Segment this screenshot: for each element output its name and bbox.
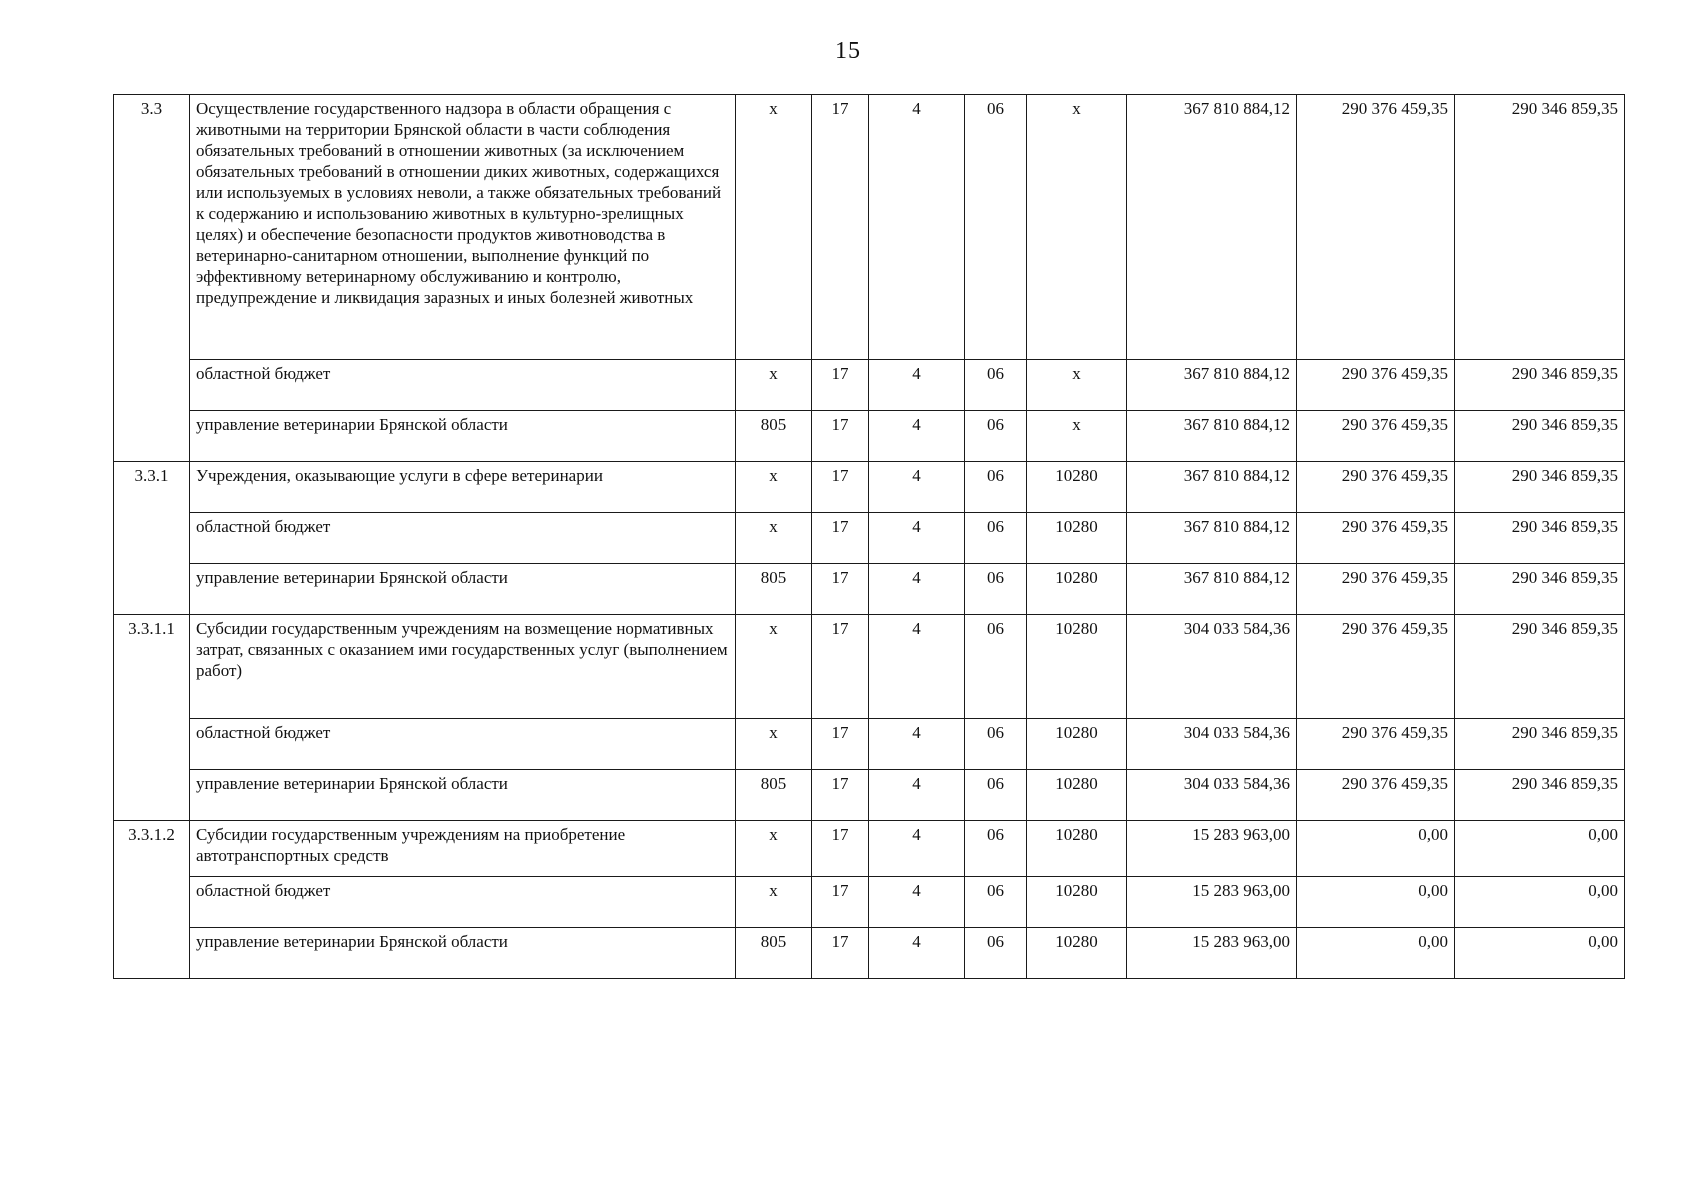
- amount-year3-cell: 0,00: [1455, 821, 1625, 877]
- amount-year2-cell: 290 376 459,35: [1297, 615, 1455, 719]
- table-row: [114, 564, 1625, 615]
- description-cell: управление ветеринарии Брянской области: [190, 564, 736, 615]
- amount-year1-cell: 367 810 884,12: [1127, 360, 1297, 411]
- program-cell: 17: [812, 462, 869, 513]
- table-row: [114, 821, 1625, 877]
- description-cell: управление ветеринарии Брянской области: [190, 411, 736, 462]
- amount-year3-cell: 290 346 859,35: [1455, 513, 1625, 564]
- grbs-cell: х: [736, 360, 812, 411]
- description-cell: областной бюджет: [190, 360, 736, 411]
- subprogram-cell: 4: [869, 411, 965, 462]
- grbs-cell: х: [736, 95, 812, 360]
- program-cell: 17: [812, 513, 869, 564]
- subprogram-cell: 4: [869, 462, 965, 513]
- direction-code-cell: 10280: [1027, 462, 1127, 513]
- item-number-cell: 3.3.1.2: [114, 821, 190, 979]
- subprogram-cell: 4: [869, 513, 965, 564]
- direction-code-cell: 10280: [1027, 928, 1127, 979]
- program-cell: 17: [812, 821, 869, 877]
- amount-year3-cell: 290 346 859,35: [1455, 615, 1625, 719]
- main-event-cell: 06: [965, 411, 1027, 462]
- table-row: [114, 615, 1625, 719]
- main-event-cell: 06: [965, 462, 1027, 513]
- subprogram-cell: 4: [869, 564, 965, 615]
- program-cell: 17: [812, 770, 869, 821]
- direction-code-cell: 10280: [1027, 615, 1127, 719]
- grbs-cell: 805: [736, 564, 812, 615]
- subprogram-cell: 4: [869, 719, 965, 770]
- amount-year3-cell: 290 346 859,35: [1455, 360, 1625, 411]
- main-event-cell: 06: [965, 360, 1027, 411]
- program-cell: 17: [812, 719, 869, 770]
- amount-year2-cell: 0,00: [1297, 928, 1455, 979]
- amount-year1-cell: 367 810 884,12: [1127, 513, 1297, 564]
- program-cell: 17: [812, 877, 869, 928]
- amount-year1-cell: 304 033 584,36: [1127, 719, 1297, 770]
- amount-year2-cell: 290 376 459,35: [1297, 513, 1455, 564]
- description-cell: Учреждения, оказывающие услуги в сфере ветеринарии: [190, 462, 736, 513]
- amount-year3-cell: 0,00: [1455, 877, 1625, 928]
- direction-code-cell: 10280: [1027, 770, 1127, 821]
- amount-year3-cell: 290 346 859,35: [1455, 719, 1625, 770]
- amount-year1-cell: 367 810 884,12: [1127, 462, 1297, 513]
- subprogram-cell: 4: [869, 770, 965, 821]
- description-cell: областной бюджет: [190, 719, 736, 770]
- main-event-cell: 06: [965, 770, 1027, 821]
- amount-year2-cell: 0,00: [1297, 877, 1455, 928]
- table-row: [114, 411, 1625, 462]
- amount-year2-cell: 290 376 459,35: [1297, 462, 1455, 513]
- description-cell: областной бюджет: [190, 877, 736, 928]
- direction-code-cell: х: [1027, 411, 1127, 462]
- table-row: [114, 928, 1625, 979]
- amount-year3-cell: 0,00: [1455, 928, 1625, 979]
- direction-code-cell: 10280: [1027, 564, 1127, 615]
- grbs-cell: х: [736, 877, 812, 928]
- program-cell: 17: [812, 564, 869, 615]
- subprogram-cell: 4: [869, 360, 965, 411]
- grbs-cell: х: [736, 462, 812, 513]
- description-cell: управление ветеринарии Брянской области: [190, 928, 736, 979]
- amount-year3-cell: 290 346 859,35: [1455, 95, 1625, 360]
- direction-code-cell: х: [1027, 360, 1127, 411]
- amount-year2-cell: 290 376 459,35: [1297, 95, 1455, 360]
- main-event-cell: 06: [965, 928, 1027, 979]
- amount-year1-cell: 304 033 584,36: [1127, 770, 1297, 821]
- direction-code-cell: 10280: [1027, 877, 1127, 928]
- amount-year1-cell: 367 810 884,12: [1127, 95, 1297, 360]
- table-row: [114, 95, 1625, 360]
- amount-year2-cell: 290 376 459,35: [1297, 360, 1455, 411]
- table-row: [114, 719, 1625, 770]
- main-event-cell: 06: [965, 95, 1027, 360]
- amount-year3-cell: 290 346 859,35: [1455, 462, 1625, 513]
- table-row: [114, 360, 1625, 411]
- grbs-cell: х: [736, 513, 812, 564]
- amount-year1-cell: 15 283 963,00: [1127, 928, 1297, 979]
- amount-year1-cell: 15 283 963,00: [1127, 821, 1297, 877]
- program-cell: 17: [812, 615, 869, 719]
- program-cell: 17: [812, 411, 869, 462]
- direction-code-cell: 10280: [1027, 719, 1127, 770]
- budget-table: [113, 94, 1625, 979]
- main-event-cell: 06: [965, 821, 1027, 877]
- program-cell: 17: [812, 360, 869, 411]
- grbs-cell: 805: [736, 928, 812, 979]
- amount-year2-cell: 0,00: [1297, 821, 1455, 877]
- program-cell: 17: [812, 95, 869, 360]
- description-cell: областной бюджет: [190, 513, 736, 564]
- budget-table-body: [114, 95, 1625, 979]
- grbs-cell: 805: [736, 411, 812, 462]
- table-row: [114, 877, 1625, 928]
- item-number-cell: 3.3.1.1: [114, 615, 190, 821]
- direction-code-cell: х: [1027, 95, 1127, 360]
- main-event-cell: 06: [965, 564, 1027, 615]
- amount-year2-cell: 290 376 459,35: [1297, 564, 1455, 615]
- description-cell: Осуществление государственного надзора в области обращения с животными на территории Брянской области в части соблюдения обязательных требований в отношении животных (за исключением обязательных требований в отношении диких животных, содержащихся или используемых в условиях неволи, а также обязательных требований к содержанию и использованию животных в культурно-зрелищных целях) и обеспечение безопасности продуктов животноводства в ветеринарно-санитарном отношении, выполнение функций по эффективному ветеринарному обслуживанию и контролю, предупреждение и ликвидация заразных и иных болезней животных: [190, 95, 736, 360]
- subprogram-cell: 4: [869, 615, 965, 719]
- amount-year2-cell: 290 376 459,35: [1297, 719, 1455, 770]
- direction-code-cell: 10280: [1027, 821, 1127, 877]
- amount-year2-cell: 290 376 459,35: [1297, 770, 1455, 821]
- subprogram-cell: 4: [869, 928, 965, 979]
- grbs-cell: 805: [736, 770, 812, 821]
- main-event-cell: 06: [965, 513, 1027, 564]
- table-row: [114, 513, 1625, 564]
- grbs-cell: х: [736, 821, 812, 877]
- item-number-cell: 3.3.1: [114, 462, 190, 615]
- grbs-cell: х: [736, 615, 812, 719]
- amount-year1-cell: 367 810 884,12: [1127, 411, 1297, 462]
- main-event-cell: 06: [965, 719, 1027, 770]
- description-cell: Субсидии государственным учреждениям на приобретение автотранспортных средств: [190, 821, 736, 877]
- table-row: [114, 462, 1625, 513]
- amount-year3-cell: 290 346 859,35: [1455, 770, 1625, 821]
- amount-year2-cell: 290 376 459,35: [1297, 411, 1455, 462]
- amount-year1-cell: 15 283 963,00: [1127, 877, 1297, 928]
- subprogram-cell: 4: [869, 95, 965, 360]
- subprogram-cell: 4: [869, 877, 965, 928]
- program-cell: 17: [812, 928, 869, 979]
- grbs-cell: х: [736, 719, 812, 770]
- amount-year3-cell: 290 346 859,35: [1455, 411, 1625, 462]
- description-cell: управление ветеринарии Брянской области: [190, 770, 736, 821]
- amount-year3-cell: 290 346 859,35: [1455, 564, 1625, 615]
- amount-year1-cell: 367 810 884,12: [1127, 564, 1297, 615]
- amount-year1-cell: 304 033 584,36: [1127, 615, 1297, 719]
- item-number-cell: 3.3: [114, 95, 190, 462]
- table-row: [114, 770, 1625, 821]
- main-event-cell: 06: [965, 615, 1027, 719]
- main-event-cell: 06: [965, 877, 1027, 928]
- subprogram-cell: 4: [869, 821, 965, 877]
- direction-code-cell: 10280: [1027, 513, 1127, 564]
- description-cell: Субсидии государственным учреждениям на возмещение нормативных затрат, связанных с оказанием ими государственных услуг (выполнением работ): [190, 615, 736, 719]
- page-number: 15: [835, 38, 861, 64]
